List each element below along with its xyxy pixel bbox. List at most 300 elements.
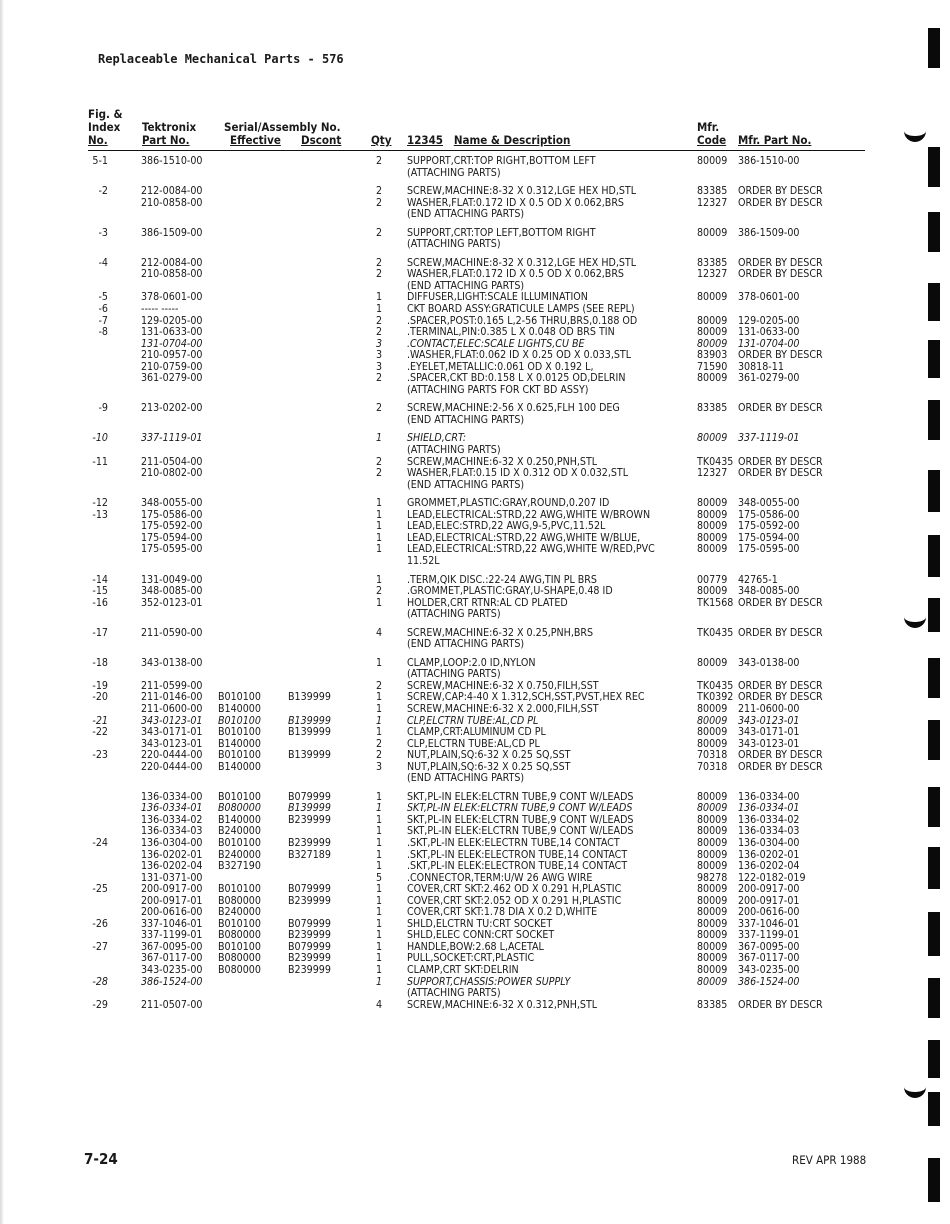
col-fig-line2: Index [88,120,121,134]
cell-name: .SKT,PL-IN ELEK:ELECTRON TUBE,14 CONTACT [407,848,628,861]
cell-part: 343-0171-01 [141,726,203,739]
cell-name: NUT,PLAIN,SQ:6-32 X 0.25 SQ,SST [407,749,571,762]
cell-part: 210-0759-00 [141,360,203,373]
cell-fig: -13 [92,508,108,521]
cell-name: CLP,ELCTRN TUBE:AL,CD PL [407,714,539,727]
cell-name: (ATTACHING PARTS) [407,166,501,179]
cell-qty: 3 [376,349,383,362]
table-row [0,327,950,339]
cell-code: 83385 [697,185,728,198]
cell-qty: 2 [376,196,383,209]
cell-name: HANDLE,BOW:2.68 L,ACETAL [407,940,544,953]
cell-code: 83385 [697,998,728,1011]
cell-mfrno: 378-0601-00 [738,291,800,304]
cell-part: 220-0444-00 [141,760,203,773]
bind-mark-icon [904,604,926,622]
cell-code: 70318 [697,760,728,773]
table-row [0,884,950,896]
cell-name: SHLD,ELEC CONN:CRT SOCKET [407,929,555,942]
cell-qty: 1 [376,860,383,873]
cell-qty: 2 [376,737,383,750]
page-title: Replaceable Mechanical Parts - 576 [98,52,344,66]
cell-name: GROMMET,PLASTIC:GRAY,ROUND,0.207 ID [407,497,610,510]
cell-name: SCREW,MACHINE:6-32 X 0.250,PNH,STL [407,455,598,468]
cell-part: 210-0858-00 [141,196,203,209]
cell-name: SKT,PL-IN ELEK:ELCTRN TUBE,9 CONT W/LEADS [407,802,633,815]
cell-mfrno: ORDER BY DESCR [738,256,823,269]
cell-mfrno: 131-0704-00 [738,337,800,350]
cell-fig: -3 [98,226,108,239]
cell-eff: B010100 [218,836,261,849]
cell-qty: 1 [376,691,383,704]
cell-eff: B240000 [218,825,261,838]
cell-code: 83385 [697,402,728,415]
cell-eff: B327190 [218,860,261,873]
cell-name: (ATTACHING PARTS) [407,608,501,621]
cell-eff: B010100 [218,714,261,727]
col-fig-line1: Fig. & [88,107,123,121]
cell-name: COVER,CRT SKT:2.462 OD X 0.291 H,PLASTIC [407,883,622,896]
parts-table [0,156,950,1011]
cell-mfrno: ORDER BY DESCR [738,467,823,480]
cell-qty: 1 [376,303,383,316]
cell-mfrno: ORDER BY DESCR [738,455,823,468]
cell-part: 386-1510-00 [141,155,203,167]
cell-qty: 2 [376,226,383,239]
cell-qty: 1 [376,975,383,988]
cell-code: 00779 [697,573,728,586]
cell-eff: B010100 [218,749,261,762]
cell-part: 136-0334-00 [141,790,203,803]
cell-eff: B240000 [218,848,261,861]
cell-part: 175-0595-00 [141,543,203,556]
cell-fig: -27 [92,940,108,953]
cell-part: 220-0444-00 [141,749,203,762]
cell-code: 80009 [697,894,728,907]
cell-qty: 2 [376,185,383,198]
page-number: 7-24 [84,1150,118,1168]
cell-qty: 1 [376,531,383,544]
cell-part: 210-0858-00 [141,268,203,281]
cell-dis: B139999 [288,714,331,727]
cell-part: 136-0202-04 [141,860,203,873]
cell-mfrno: 348-0055-00 [738,497,800,510]
cell-part: 212-0084-00 [141,256,203,269]
cell-name: (END ATTACHING PARTS) [407,208,525,221]
cell-qty: 1 [376,906,383,919]
table-row [0,639,950,651]
cell-part: 386-1509-00 [141,226,203,239]
cell-code: 80009 [697,432,728,445]
cell-name: WASHER,FLAT:0.172 ID X 0.5 OD X 0.062,BRS [407,196,624,209]
cell-mfrno: ORDER BY DESCR [738,760,823,773]
cell-name: SUPPORT,CHASSIS:POWER SUPPLY [407,975,571,988]
cell-fig: -10 [92,432,108,445]
cell-qty: 1 [376,825,383,838]
cell-eff: B140000 [218,702,261,715]
table-row [0,861,950,873]
col-mfr-part-text: Mfr. Part No. [738,133,812,147]
cell-fig: -24 [92,836,108,849]
cell-mfrno: ORDER BY DESCR [738,268,823,281]
cell-code: 80009 [697,702,728,715]
cell-code: 80009 [697,952,728,965]
cell-mfrno: ORDER BY DESCR [738,402,823,415]
cell-name: .WASHER,FLAT:0.062 ID X 0.25 OD X 0.033,STL [407,349,632,362]
col-part-line2-text: Part No. [142,133,190,147]
cell-fig: -23 [92,749,108,762]
cell-part: 211-0504-00 [141,455,203,468]
cell-qty: 1 [376,964,383,976]
cell-mfrno: 175-0594-00 [738,531,800,544]
cell-code: 80009 [697,813,728,826]
cell-part: 213-0202-00 [141,402,203,415]
cell-mfrno: ORDER BY DESCR [738,998,823,1011]
cell-part: 136-0334-03 [141,825,203,838]
cell-code: 80009 [697,802,728,815]
cell-code: 80009 [697,714,728,727]
table-row [0,186,950,198]
cell-fig: -29 [92,998,108,1011]
edge-tab [928,340,940,378]
cell-part: 212-0084-00 [141,185,203,198]
bind-mark-icon [904,118,926,136]
table-row [0,609,950,621]
cell-mfrno: 343-0138-00 [738,656,800,669]
cell-code: 80009 [697,940,728,953]
cell-qty: 2 [376,679,383,692]
edge-tab [928,658,940,698]
cell-eff: B140000 [218,737,261,750]
cell-code: 80009 [697,726,728,739]
cell-name: SCREW,MACHINE:6-32 X 0.25,PNH,BRS [407,626,594,639]
table-row [0,468,950,480]
cell-mfrno: 175-0586-00 [738,508,800,521]
edge-tab [928,212,940,252]
cell-qty: 1 [376,291,383,304]
cell-mfrno: 200-0917-00 [738,883,800,896]
col-part-line2 [142,134,190,146]
col-mfr-part [738,134,811,146]
edge-tab [928,598,940,632]
cell-code: 80009 [697,929,728,942]
table-row [0,209,950,221]
cell-mfrno: 343-0123-01 [738,737,800,750]
cell-dis: B079999 [288,790,331,803]
cell-part: 131-0049-00 [141,573,203,586]
table-row [0,385,950,397]
cell-fig: -25 [92,883,108,896]
cell-eff: B080000 [218,929,261,942]
cell-name: PULL,SOCKET:CRT,PLASTIC [407,952,535,965]
cell-part: 136-0334-02 [141,813,203,826]
cell-qty: 1 [376,596,383,609]
cell-part: 136-0202-01 [141,848,203,861]
col-name [407,134,570,146]
cell-eff: B080000 [218,952,261,965]
cell-code: 80009 [697,314,728,327]
cell-qty: 4 [376,626,383,639]
cell-eff: B010100 [218,726,261,739]
cell-mfrno: 131-0633-00 [738,326,800,339]
cell-eff: B010100 [218,790,261,803]
cell-part: 386-1524-00 [141,975,203,988]
cell-name: SKT,PL-IN ELEK:ELCTRN TUBE,9 CONT W/LEADS [407,790,634,803]
cell-code: 80009 [697,520,728,533]
cell-dis: B327189 [288,848,331,861]
cell-fig: -28 [92,975,108,988]
cell-code: 83385 [697,256,728,269]
cell-qty: 2 [376,402,383,415]
cell-dis: B239999 [288,929,331,942]
cell-name: CLP,ELCTRN TUBE:AL,CD PL [407,737,540,750]
cell-eff: B010100 [218,917,261,930]
cell-mfrno: ORDER BY DESCR [738,596,823,609]
cell-name: HOLDER,CRT RTNR:AL CD PLATED [407,596,568,609]
cell-code: 80009 [697,737,728,750]
cell-part: 136-0334-01 [141,802,203,815]
cell-fig: -18 [92,656,108,669]
cell-qty: 1 [376,813,383,826]
cell-fig: -4 [98,256,108,269]
cell-dis: B079999 [288,940,331,953]
cell-eff: B080000 [218,894,261,907]
cell-code: 12327 [697,268,728,281]
cell-qty: 3 [376,360,383,373]
cell-code: 70318 [697,749,728,762]
cell-mfrno: 200-0917-01 [738,894,800,907]
cell-part: 211-0146-00 [141,691,203,704]
cell-part: 175-0592-00 [141,520,203,533]
cell-name: WASHER,FLAT:0.15 ID X 0.312 OD X 0.032,STL [407,467,629,480]
cell-mfrno: 367-0117-00 [738,952,800,965]
cell-qty: 1 [376,929,383,942]
cell-qty: 1 [376,714,383,727]
cell-part: 129-0205-00 [141,314,203,327]
cell-mfrno: 337-1119-01 [738,432,800,445]
col-serial-line1: Serial/Assembly No. [224,120,341,134]
cell-name: .GROMMET,PLASTIC:GRAY,U-SHAPE,0.48 ID [407,585,613,598]
col-mfr-line1: Mfr. [697,120,720,134]
cell-mfrno: ORDER BY DESCR [738,185,823,198]
cell-qty: 2 [376,455,383,468]
cell-name: .SPACER,POST:0.165 L,2-56 THRU,BRS,0.188 OD [407,314,638,327]
cell-fig: -6 [98,303,108,316]
cell-dis: B239999 [288,836,331,849]
cell-name: .CONTACT,ELEC:SCALE LIGHTS,CU BE [407,337,585,350]
cell-qty: 1 [376,802,383,815]
cell-dis: B239999 [288,964,331,976]
cell-qty: 2 [376,268,383,281]
cell-code: 80009 [697,656,728,669]
cell-name: (END ATTACHING PARTS) [407,279,525,292]
cell-mfrno: ORDER BY DESCR [738,749,823,762]
cell-name: SCREW,CAP:4-40 X 1.312,SCH,SST,PVST,HEX REC [407,691,645,704]
cell-qty: 1 [376,702,383,715]
cell-code: 80009 [697,226,728,239]
cell-code: 80009 [697,917,728,930]
cell-qty: 1 [376,543,383,556]
cell-eff: B140000 [218,813,261,826]
cell-qty: 2 [376,155,383,167]
cell-eff: B080000 [218,802,261,815]
cell-part: 200-0616-00 [141,906,203,919]
table-row [0,156,950,168]
cell-fig: -14 [92,573,108,586]
cell-part: 175-0586-00 [141,508,203,521]
cell-fig: -8 [98,326,108,339]
cell-name: SUPPORT,CRT:TOP LEFT,BOTTOM RIGHT [407,226,596,239]
cell-mfrno: 343-0123-01 [738,714,800,727]
edge-tab [928,535,940,577]
table-row [0,168,950,180]
cell-code: 80009 [697,497,728,510]
cell-part: 200-0917-00 [141,883,203,896]
cell-name: CKT BOARD ASSY:GRATICULE LAMPS (SEE REPL) [407,303,635,316]
cell-mfrno: 200-0616-00 [738,906,800,919]
cell-name: (ATTACHING PARTS) [407,238,501,251]
cell-name: SCREW,MACHINE:6-32 X 2.000,FILH,SST [407,702,599,715]
cell-code: TK0435 [697,455,734,468]
cell-fig: -17 [92,626,108,639]
cell-qty: 1 [376,790,383,803]
col-effective-text: Effective [230,133,281,147]
cell-code: 80009 [697,543,728,556]
cell-dis: B239999 [288,813,331,826]
cell-mfrno: 136-0202-04 [738,860,800,873]
cell-part: 343-0123-01 [141,714,203,727]
edge-tab [928,283,940,321]
cell-part: 131-0633-00 [141,326,203,339]
cell-qty: 1 [376,848,383,861]
cell-dis: B139999 [288,691,331,704]
cell-name: (END ATTACHING PARTS) [407,772,525,785]
cell-mfrno: 343-0235-00 [738,964,800,976]
cell-name: 11.52L [407,554,440,567]
edge-tab [928,787,940,827]
cell-part: 367-0095-00 [141,940,203,953]
cell-name: (END ATTACHING PARTS) [407,413,525,426]
table-row [0,838,950,850]
cell-name: DIFFUSER,LIGHT:SCALE ILLUMINATION [407,291,588,304]
cell-mfrno: 348-0085-00 [738,585,800,598]
col-dscont-text: Dscont [301,133,342,147]
cell-qty: 4 [376,998,383,1011]
cell-code: 12327 [697,467,728,480]
cell-mfrno: 337-1046-01 [738,917,800,930]
cell-fig: -5 [98,291,108,304]
cell-code: TK0435 [697,679,734,692]
cell-name: CLAMP,CRT:ALUMINUM CD PL [407,726,546,739]
cell-name: WASHER,FLAT:0.172 ID X 0.5 OD X 0.062,BRS [407,268,624,281]
cell-part: 337-1046-01 [141,917,203,930]
edge-tab [928,1092,940,1126]
cell-part: 136-0304-00 [141,836,203,849]
cell-mfrno: ORDER BY DESCR [738,691,823,704]
cell-fig: -9 [98,402,108,415]
col-effective [230,134,281,146]
cell-qty: 2 [376,372,383,385]
cell-mfrno: ORDER BY DESCR [738,196,823,209]
cell-part: 343-0138-00 [141,656,203,669]
cell-name: .SKT,PL-IN ELEK:ELECTRN TUBE,14 CONTACT [407,836,620,849]
cell-qty: 1 [376,726,383,739]
cell-mfrno: 367-0095-00 [738,940,800,953]
col-name-nums: 12345 [407,133,443,147]
cell-part: 175-0594-00 [141,531,203,544]
table-row [0,445,950,457]
cell-name: COVER,CRT SKT:1.78 DIA X 0.2 D,WHITE [407,906,598,919]
cell-fig: -7 [98,314,108,327]
cell-qty: 1 [376,432,383,445]
bind-mark-icon [904,1074,926,1092]
cell-name: (ATTACHING PARTS) [407,444,501,457]
edge-tab [928,720,940,760]
cell-name: .CONNECTOR,TERM:U/W 26 AWG WIRE [407,871,593,884]
table-row [0,988,950,1000]
cell-qty: 2 [376,749,383,762]
cell-fig: -2 [98,185,108,198]
cell-qty: 1 [376,497,383,510]
table-row [0,544,950,556]
cell-qty: 2 [376,314,383,327]
cell-part: 337-1119-01 [141,432,203,445]
cell-name: NUT,PLAIN,SQ:6-32 X 0.25 SQ,SST [407,760,571,773]
cell-qty: 1 [376,883,383,896]
cell-qty: 3 [376,760,383,773]
cell-name: SKT,PL-IN ELEK:ELCTRN TUBE,9 CONT W/LEADS [407,813,634,826]
cell-name: CLAMP,CRT SKT:DELRIN [407,964,519,976]
cell-name: SHIELD,CRT: [407,432,467,445]
cell-code: TK0392 [697,691,734,704]
header-rule [88,150,865,151]
col-qty-text: Qty [371,133,392,147]
cell-mfrno: 122-0182-019 [738,871,806,884]
cell-name: .TERM,QIK DISC.:22-24 AWG,TIN PL BRS [407,573,597,586]
table-row [0,727,950,739]
cell-code: 80009 [697,790,728,803]
cell-eff: B080000 [218,964,261,976]
cell-name: LEAD,ELEC:STRD,22 AWG,9-5,PVC,11.52L [407,520,606,533]
cell-qty: 1 [376,894,383,907]
cell-eff: B140000 [218,760,261,773]
cell-fig: 5-1 [92,155,108,167]
cell-qty: 2 [376,585,383,598]
cell-name: SCREW,MACHINE:8-32 X 0.312,LGE HEX HD,STL [407,256,637,269]
cell-name: (END ATTACHING PARTS) [407,478,525,491]
cell-mfrno: ORDER BY DESCR [738,679,823,692]
cell-fig: -12 [92,497,108,510]
cell-name: SHLD,ELCTRN TU:CRT SOCKET [407,917,553,930]
cell-qty: 1 [376,656,383,669]
cell-mfrno: 386-1510-00 [738,155,800,167]
cell-code: 71590 [697,360,728,373]
cell-fig: -22 [92,726,108,739]
cell-code: 80009 [697,964,728,976]
table-row [0,556,950,568]
cell-name: COVER,CRT SKT:2.052 OD X 0.291 H,PLASTIC [407,894,622,907]
cell-part: 211-0590-00 [141,626,203,639]
cell-name: (ATTACHING PARTS) [407,668,501,681]
cell-mfrno: 337-1199-01 [738,929,800,942]
table-row [0,750,950,762]
edge-tab [928,470,940,512]
cell-qty: 1 [376,917,383,930]
cell-fig: -20 [92,691,108,704]
cell-mfrno: 175-0595-00 [738,543,800,556]
cell-mfrno: 211-0600-00 [738,702,800,715]
cell-mfrno: ORDER BY DESCR [738,626,823,639]
